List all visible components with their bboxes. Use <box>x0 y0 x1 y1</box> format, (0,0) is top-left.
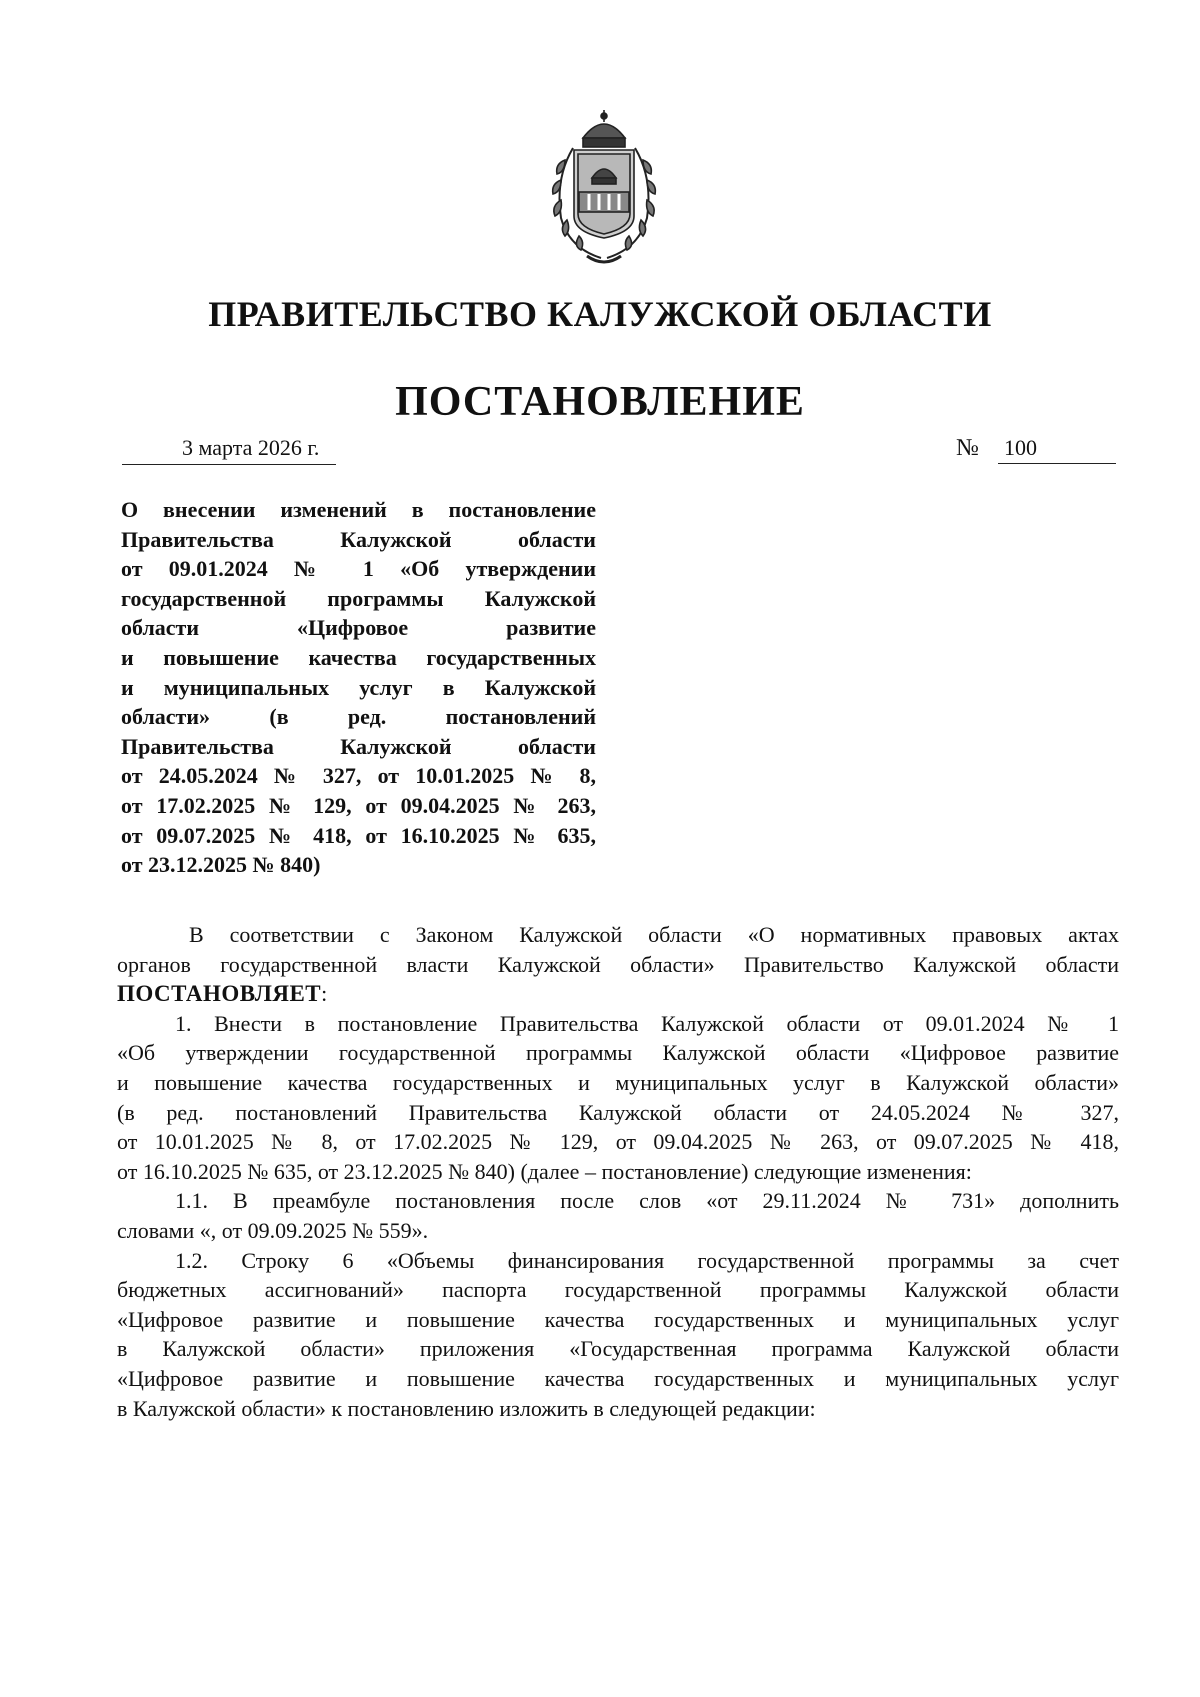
subject-line: О внесении изменений в постановление <box>121 497 596 522</box>
subject-line: и муниципальных услуг в Калужской <box>121 674 596 700</box>
item-1-1-line: словами «, от 09.09.2025 № 559». <box>117 1217 429 1243</box>
item-1-line: и повышение качества государственных и муниципальных услуг в Калужской области» <box>117 1069 1119 1095</box>
item-1-line: «Об утверждении государственной программы Калужской области «Цифровое развитие <box>117 1040 1119 1066</box>
document-type-heading: ПОСТАНОВЛЕНИЕ <box>395 379 805 425</box>
document-number: 100 <box>1004 435 1037 460</box>
item-1-2-line: «Цифровое развитие и повышение качества государственных и муниципальных услуг <box>117 1365 1119 1391</box>
government-title: ПРАВИТЕЛЬСТВО КАЛУЖСКОЙ ОБЛАСТИ <box>208 294 992 334</box>
subject-line: области «Цифровое развитие <box>121 615 596 641</box>
subject-line: от 09.01.2024 № 1 «Об утверждении <box>121 556 596 582</box>
decree-line <box>117 979 1119 1009</box>
subject-line: и повышение качества государственных <box>121 644 596 670</box>
preamble-line: органов государственной власти Калужской области» Правительство Калужской области <box>117 951 1119 977</box>
kaluga-coat-of-arms-icon <box>543 108 665 270</box>
subject-line: от 23.12.2025 № 840) <box>121 852 321 878</box>
item-1-line: (в ред. постановлений Правительства Калужской области от 24.05.2024 № 327, <box>117 1099 1119 1125</box>
item-1-line: от 16.10.2025 № 635, от 23.12.2025 № 840) (далее – постановление) следующие изменения: <box>117 1158 972 1184</box>
item-1-line: 1. Внести в постановление Правительства Калужской области от 09.01.2024 № 1 <box>175 1010 1119 1036</box>
subject-line: от 17.02.2025 № 129, от 09.04.2025 № 263, <box>121 792 596 818</box>
subject-line: Правительства Калужской области <box>121 526 596 552</box>
item-1-2-line: в Калужской области» к постановлению изложить в следующей редакции: <box>117 1395 816 1421</box>
document-subject <box>121 495 596 880</box>
document-number-field <box>956 424 1116 464</box>
document-date: 3 марта 2026 г. <box>182 435 320 460</box>
item-1-line: от 10.01.2025 № 8, от 17.02.2025 № 129, от 09.04.2025 № 263, от 09.07.2025 № 418, <box>117 1129 1119 1155</box>
item-1-2-line: в Калужской области» приложения «Государственная программа Калужской области <box>117 1336 1119 1362</box>
item-1-2-line: бюджетных ассигнований» паспорта государственной программы Калужской области <box>117 1277 1119 1303</box>
decree-colon: : <box>321 981 328 1007</box>
item-1-2-line: 1.2. Строку 6 «Объемы финансирования государственной программы за счет <box>175 1247 1119 1273</box>
document-date-field <box>122 424 336 465</box>
subject-line: государственной программы Калужской <box>121 585 596 611</box>
document-body <box>117 920 1119 1423</box>
subject-line: области» (в ред. постановлений <box>121 704 596 730</box>
item-1-1-line: 1.1. В преамбуле постановления после слов «от 29.11.2024 № 731» дополнить <box>175 1188 1119 1214</box>
item-1-2-line: «Цифровое развитие и повышение качества государственных и муниципальных услуг <box>117 1306 1119 1332</box>
number-sign: № <box>956 435 979 461</box>
preamble-line: В соответствии с Законом Калужской области «О нормативных правовых актах <box>189 922 1119 947</box>
decree-word: ПОСТАНОВЛЯЕТ <box>117 981 322 1007</box>
subject-line: от 09.07.2025 № 418, от 16.10.2025 № 635, <box>121 822 596 848</box>
subject-line: Правительства Калужской области <box>121 733 596 759</box>
subject-line: от 24.05.2024 № 327, от 10.01.2025 № 8, <box>121 763 596 789</box>
